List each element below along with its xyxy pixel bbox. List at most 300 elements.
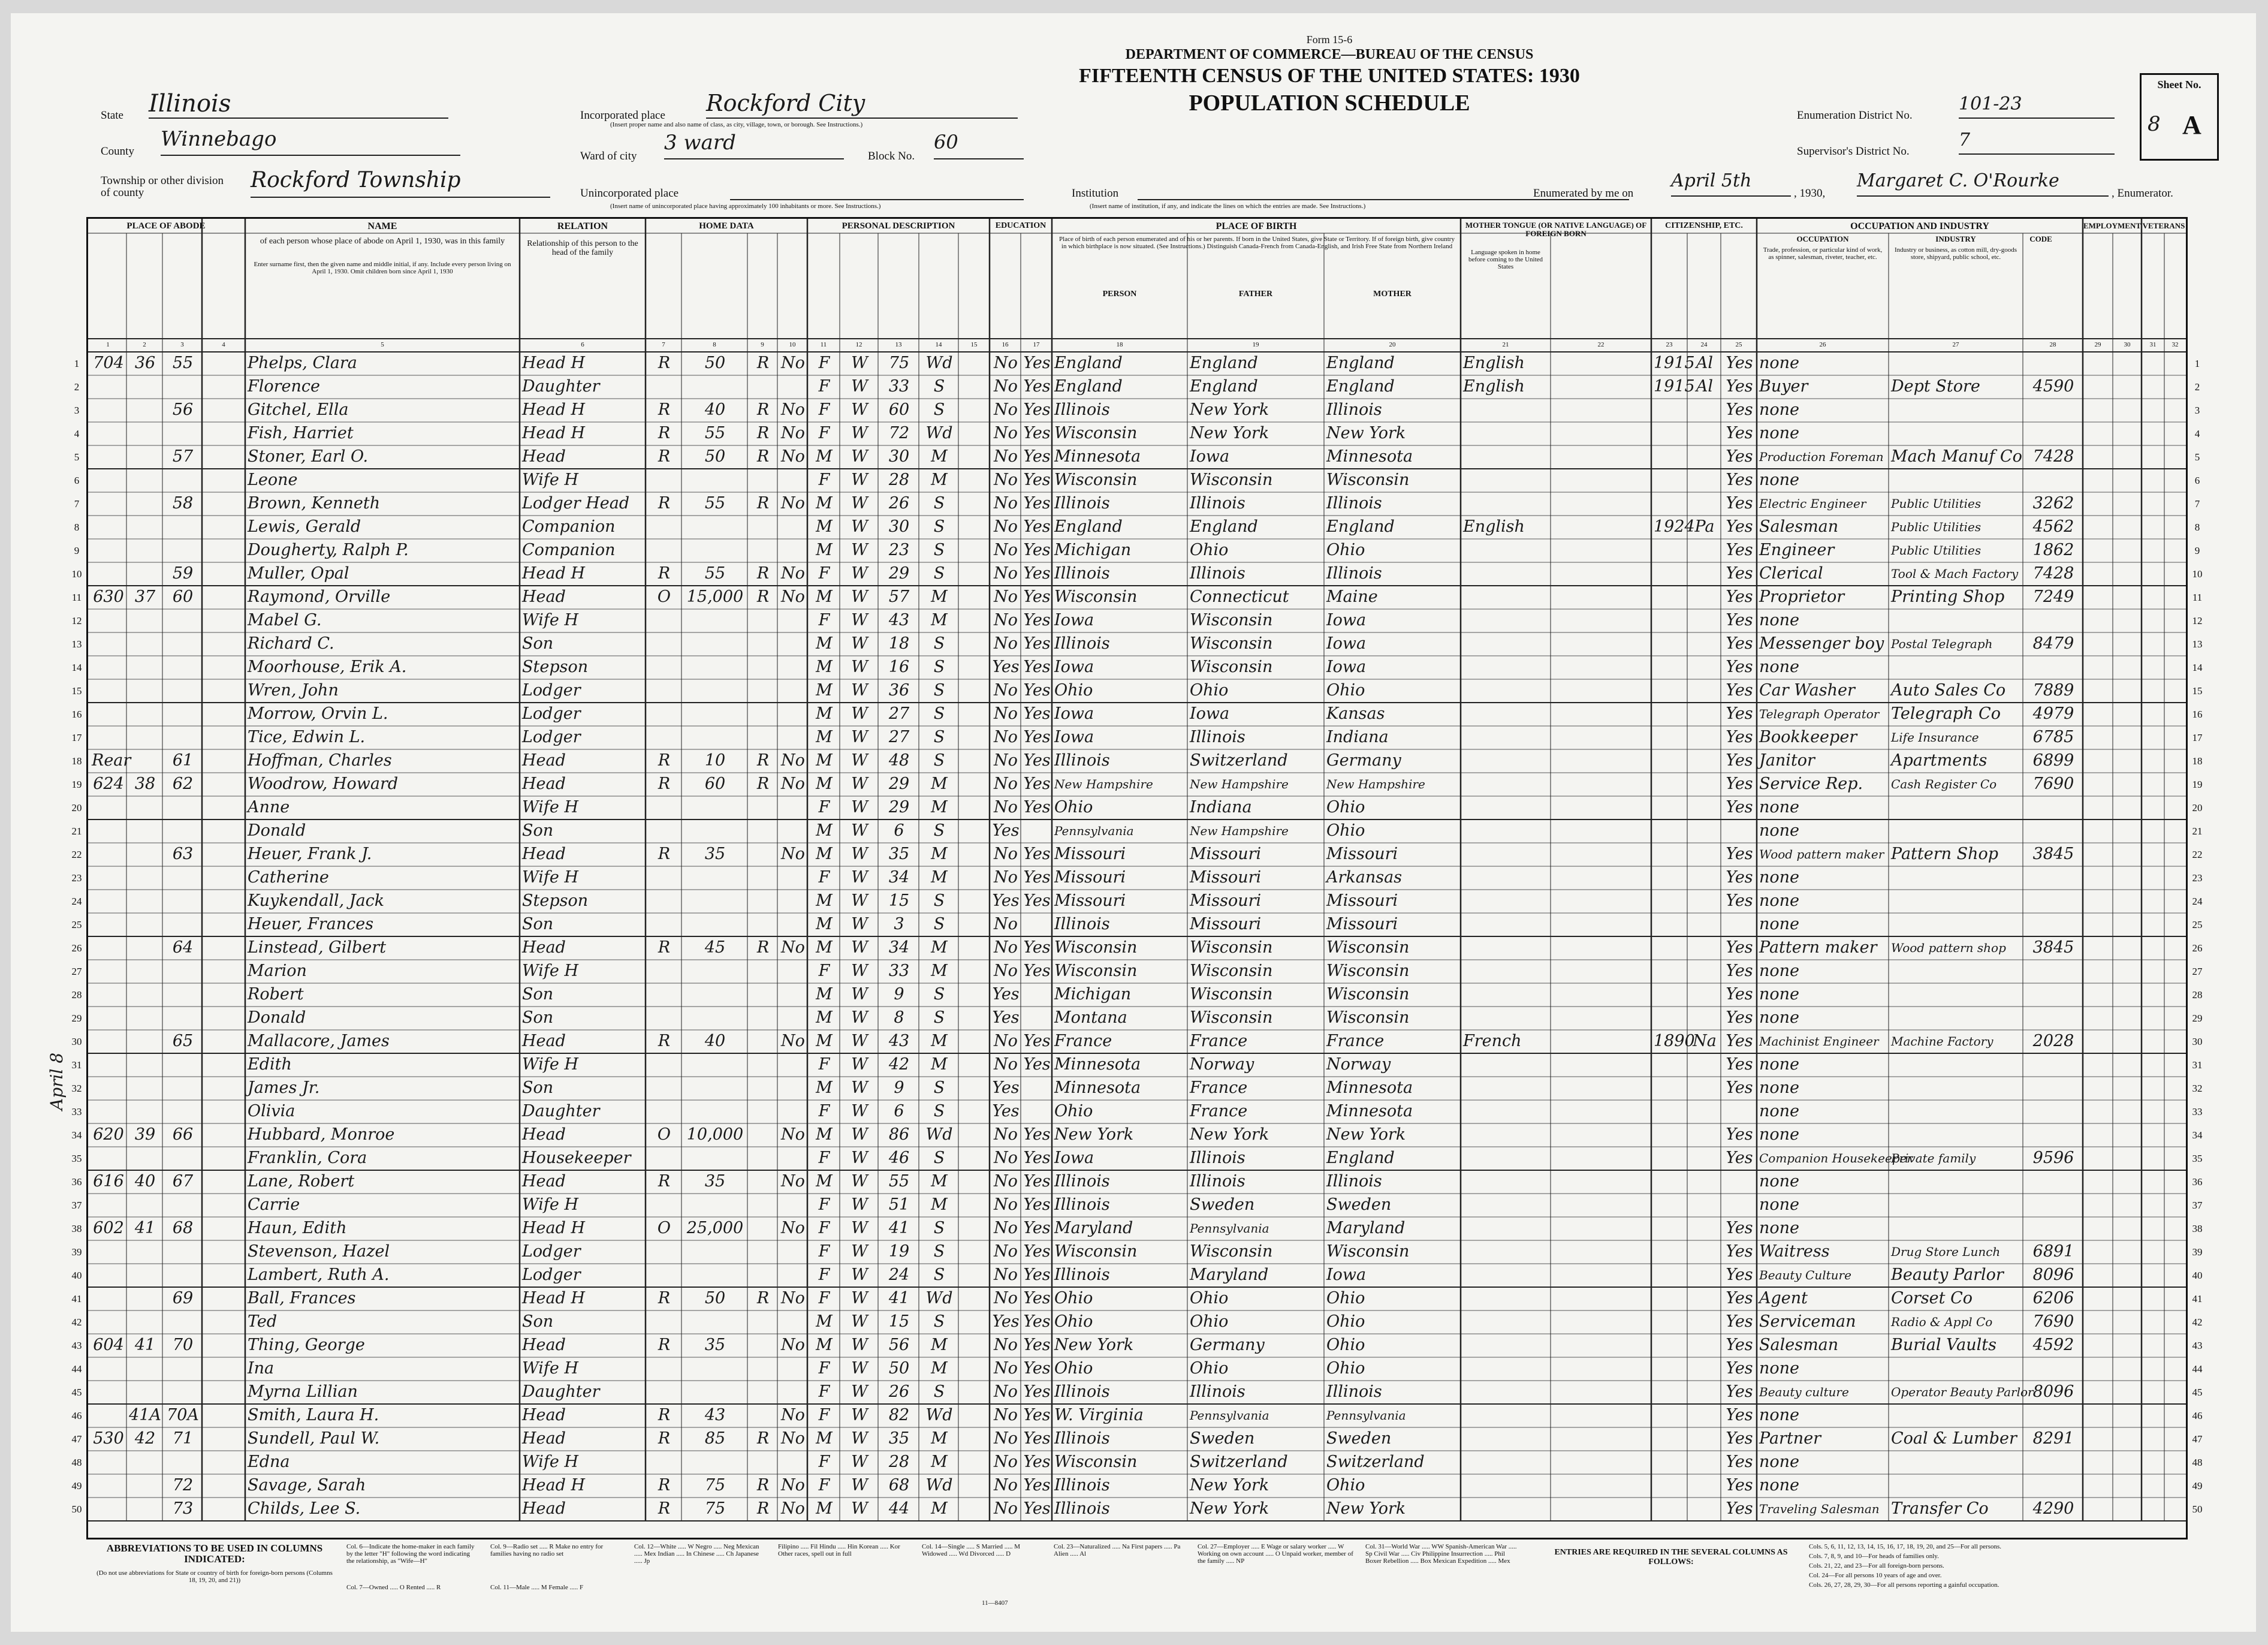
- cell-mar: S: [933, 704, 945, 723]
- abbrev-col23: Col. 23—Naturalized ..... Na First papers ..... Pa Alien ..... Al: [1054, 1543, 1181, 1557]
- cell-rel: Daughter: [522, 377, 600, 396]
- cell-age: 29: [888, 564, 910, 583]
- entries-3: Cols. 21, 22, and 23—For all foreign-born persons.: [1809, 1562, 1944, 1569]
- cell-ind: Auto Sales Co: [1891, 681, 2006, 700]
- cell-mpob: Wisconsin: [1326, 985, 1410, 1004]
- cell-name: Dougherty, Ralph P.: [248, 541, 409, 559]
- line-number: 5: [74, 451, 80, 463]
- cell-race: W: [851, 1078, 868, 1097]
- cell-street: 602: [93, 1219, 124, 1237]
- birth-description: Place of birth of each person enumerated and of his or her parents. If born in the United States, give State or Territory. If of foreign birth, give country in which birthplace is now situated. (See Instructions.) Distinguish Canada-French from Canada-English, and Irish Free State from Northern Ireland: [1059, 236, 1455, 250]
- cell-pob: Wisconsin: [1054, 1453, 1138, 1471]
- cell-mar: S: [933, 541, 945, 559]
- cell-eng: Yes: [1726, 517, 1753, 536]
- line-number: 38: [71, 1223, 82, 1234]
- cell-pob: New York: [1054, 1125, 1134, 1144]
- cell-fpob: England: [1190, 517, 1258, 536]
- cell-age: 9: [894, 985, 904, 1004]
- column-number: 3: [180, 341, 184, 348]
- cell-fpob: Iowa: [1190, 447, 1230, 466]
- column-number: 6: [581, 341, 584, 348]
- cell-val: 55: [704, 424, 726, 442]
- cell-race: W: [851, 704, 868, 723]
- cell-radio: R: [756, 588, 770, 606]
- cell-mar: Wd: [925, 1406, 953, 1424]
- cell-pob: England: [1054, 377, 1123, 396]
- cell-rel: Head: [522, 447, 566, 466]
- cell-fpob: Illinois: [1190, 564, 1245, 583]
- cell-year: 1924: [1654, 517, 1695, 536]
- cell-code: 4290: [2032, 1499, 2074, 1518]
- cell-mar: S: [933, 1219, 945, 1237]
- ward-value: 3 ward: [664, 131, 844, 159]
- cell-fam: 71: [172, 1429, 194, 1448]
- cell-read: Yes: [1023, 634, 1051, 653]
- cell-mar: S: [933, 494, 945, 513]
- line-number: 45: [2192, 1387, 2203, 1398]
- cell-own: O: [657, 1219, 671, 1237]
- cell-sex: F: [818, 471, 830, 489]
- cell-occ: none: [1759, 1008, 1800, 1027]
- cell-mpob: Maryland: [1326, 1219, 1406, 1237]
- cell-name: Stoner, Earl O.: [248, 447, 369, 466]
- cell-read: Yes: [1023, 1336, 1051, 1354]
- line-number: 6: [2194, 475, 2200, 486]
- cell-age: 36: [888, 681, 910, 700]
- cell-occ: none: [1759, 891, 1800, 910]
- cell-val: 50: [704, 447, 726, 466]
- cell-code: 7690: [2032, 775, 2074, 793]
- cell-age: 51: [888, 1195, 910, 1214]
- form-number: Form 15-6: [1306, 34, 1353, 46]
- cell-sex: M: [816, 634, 833, 653]
- cell-mpob: Missouri: [1326, 891, 1398, 910]
- cell-fpob: Germany: [1190, 1336, 1265, 1354]
- cell-name: Tice, Edwin L.: [248, 728, 366, 746]
- cell-rel: Wife H: [522, 611, 579, 629]
- cell-pob: Illinois: [1054, 751, 1110, 770]
- column-number: 17: [1033, 341, 1040, 348]
- cell-radio: R: [756, 1499, 770, 1518]
- incorporated-note: (Insert proper name and also name of class, as city, village, town, or borough. See Instructions.): [610, 121, 863, 128]
- unincorporated-note: (Insert name of unincorporated place having approximately 100 inhabitants or more. See Instructions.): [610, 203, 881, 210]
- cell-fpob: England: [1190, 377, 1258, 396]
- cell-pob: Wisconsin: [1054, 471, 1138, 489]
- cell-fpob: Sweden: [1190, 1195, 1255, 1214]
- line-number: 9: [2194, 545, 2200, 556]
- cell-occ: Janitor: [1759, 751, 1815, 770]
- cell-mpob: Iowa: [1326, 611, 1367, 629]
- cell-eng: Yes: [1726, 634, 1753, 653]
- cell-eng: Yes: [1726, 564, 1753, 583]
- cell-pob: Missouri: [1054, 891, 1126, 910]
- cell-val: 50: [704, 354, 726, 372]
- cell-pob: Iowa: [1054, 728, 1094, 746]
- cell-mpob: Ohio: [1326, 1312, 1365, 1331]
- cell-mpob: Switzerland: [1326, 1453, 1425, 1471]
- cell-occ: none: [1759, 1359, 1800, 1378]
- column-number: 27: [1952, 341, 1959, 348]
- cell-age: 24: [888, 1266, 910, 1284]
- cell-val: 35: [704, 1172, 726, 1191]
- cell-lang: French: [1463, 1032, 1522, 1050]
- cell-sch: No: [994, 845, 1018, 863]
- line-number: 26: [71, 942, 82, 954]
- cell-fpob: Norway: [1190, 1055, 1254, 1074]
- cell-name: Catherine: [248, 868, 329, 887]
- cell-eng: Yes: [1726, 424, 1753, 442]
- cell-name: Franklin, Cora: [248, 1149, 367, 1167]
- line-number: 42: [2192, 1316, 2203, 1328]
- line-number: 45: [71, 1387, 82, 1398]
- cell-occ: Engineer: [1759, 541, 1835, 559]
- county-label: County: [101, 145, 134, 158]
- cell-fam: 55: [172, 354, 194, 372]
- column-number: 5: [381, 341, 384, 348]
- column-number: 14: [935, 341, 942, 348]
- cell-name: Phelps, Clara: [248, 354, 357, 372]
- cell-name: Lambert, Ruth A.: [248, 1266, 390, 1284]
- cell-pob: Illinois: [1054, 1429, 1110, 1448]
- cell-mpob: Wisconsin: [1326, 962, 1410, 980]
- cell-radio: R: [756, 1429, 770, 1448]
- cell-sch: No: [994, 728, 1018, 746]
- cell-fpob: Sweden: [1190, 1429, 1255, 1448]
- cell-mar: M: [931, 611, 948, 629]
- cell-sex: M: [816, 915, 833, 933]
- cell-eng: Yes: [1726, 1382, 1753, 1401]
- line-number: 12: [71, 615, 82, 626]
- cell-eng: Yes: [1726, 775, 1753, 793]
- cell-mpob: Minnesota: [1326, 1078, 1413, 1097]
- cell-race: W: [851, 1102, 868, 1120]
- cell-read: Yes: [1023, 377, 1051, 396]
- line-number: 33: [71, 1106, 82, 1117]
- cell-radio: R: [756, 400, 770, 419]
- cell-rel: Head: [522, 1336, 566, 1354]
- cell-eng: Yes: [1726, 868, 1753, 887]
- cell-rel: Lodger: [522, 681, 581, 700]
- cell-age: 68: [888, 1476, 910, 1495]
- column-number: 26: [1819, 341, 1826, 348]
- cell-sch: No: [994, 447, 1018, 466]
- cell-code: 6206: [2032, 1289, 2074, 1307]
- cell-sch: No: [994, 751, 1018, 770]
- cell-mpob: Kansas: [1326, 704, 1385, 723]
- cell-sch: No: [994, 564, 1018, 583]
- cell-code: 8096: [2032, 1266, 2074, 1284]
- cell-occ: none: [1759, 915, 1800, 933]
- cell-age: 6: [894, 821, 904, 840]
- cell-fpob: Switzerland: [1190, 1453, 1288, 1471]
- line-number: 34: [71, 1129, 82, 1141]
- cell-pob: Ohio: [1054, 1289, 1093, 1307]
- ed-value: 101-23: [1959, 94, 2115, 119]
- cell-name: Stevenson, Hazel: [248, 1242, 390, 1261]
- cell-mar: M: [931, 1032, 948, 1050]
- abbrev-col27: Col. 27—Employer ..... E Wage or salary worker ..... W Working on own account ..... O Unpaid worker, member of the family ..... NP: [1198, 1543, 1353, 1565]
- line-number: 15: [2192, 685, 2203, 697]
- cell-sch: No: [994, 1032, 1018, 1050]
- cell-farm: No: [781, 1499, 805, 1518]
- cell-read: Yes: [1023, 1476, 1051, 1495]
- cell-read: Yes: [1023, 1429, 1051, 1448]
- line-number: 36: [71, 1176, 82, 1188]
- cell-race: W: [851, 821, 868, 840]
- sheet-number-box: [2140, 73, 2219, 161]
- cell-name: Hoffman, Charles: [248, 751, 392, 770]
- cell-pob: Montana: [1054, 1008, 1127, 1027]
- line-number: 22: [71, 849, 82, 860]
- cell-val: 45: [704, 938, 726, 957]
- cell-mpob: Iowa: [1326, 658, 1367, 676]
- cell-sch: No: [994, 1172, 1018, 1191]
- line-number: 8: [74, 522, 80, 533]
- cell-read: Yes: [1023, 775, 1051, 793]
- line-number: 48: [71, 1457, 82, 1468]
- abbrev-col6: Col. 6—Indicate the home-maker in each family by the letter "H" following the word indicating the relationship, as "Wife—H": [346, 1543, 475, 1565]
- cell-sex: F: [818, 962, 830, 980]
- cell-age: 41: [888, 1289, 910, 1307]
- abbrev-col12b: Filipino ..... Fil Hindu ..... Hin Korean ..... Kor Other races, spell out in full: [778, 1543, 900, 1557]
- cell-race: W: [851, 1336, 868, 1354]
- cell-pob: Illinois: [1054, 915, 1110, 933]
- cell-ind: Transfer Co: [1891, 1499, 1989, 1518]
- cell-own: R: [658, 1429, 671, 1448]
- line-number: 40: [2192, 1270, 2203, 1281]
- cell-pob: Illinois: [1054, 564, 1110, 583]
- column-number: 8: [713, 341, 716, 348]
- line-number: 50: [71, 1504, 82, 1515]
- cell-occ: Telegraph Operator: [1759, 707, 1880, 721]
- sheet-no: 8: [2148, 112, 2161, 136]
- group-veterans: VETERANS: [2142, 221, 2185, 230]
- cell-code: 2028: [2032, 1032, 2074, 1050]
- cell-name: Anne: [248, 798, 290, 817]
- ed-label: Enumeration District No.: [1797, 109, 1913, 122]
- cell-own: R: [658, 1336, 671, 1354]
- entries-title: ENTRIES ARE REQUIRED IN THE SEVERAL COLUMNS AS FOLLOWS:: [1554, 1548, 1788, 1566]
- cell-fam: 72: [172, 1476, 194, 1495]
- group-abode: PLACE OF ABODE: [126, 221, 206, 231]
- line-number: 4: [74, 428, 80, 439]
- cell-race: W: [851, 1289, 868, 1307]
- group-birth: PLACE OF BIRTH: [1216, 221, 1297, 231]
- cell-race: W: [851, 541, 868, 559]
- cell-eng: Yes: [1726, 1312, 1753, 1331]
- cell-code: 7428: [2032, 564, 2074, 583]
- cell-sex: M: [816, 658, 833, 676]
- cell-eng: Yes: [1726, 938, 1753, 957]
- cell-eng: Yes: [1726, 611, 1753, 629]
- cell-ind: Machine Factory: [1891, 1034, 1993, 1049]
- cell-street: 630: [93, 588, 124, 606]
- cell-sex: F: [818, 1055, 830, 1074]
- cell-ind: Life Insurance: [1891, 730, 1979, 745]
- column-number: 4: [222, 341, 225, 348]
- cell-fpob: Ohio: [1190, 1289, 1229, 1307]
- cell-street: 616: [93, 1172, 124, 1191]
- cell-sex: F: [818, 424, 830, 442]
- cell-own: R: [658, 400, 671, 419]
- cell-occ: Beauty Culture: [1759, 1268, 1851, 1282]
- column-number: 19: [1252, 341, 1259, 348]
- cell-rel: Head: [522, 1172, 566, 1191]
- cell-mpob: Minnesota: [1326, 447, 1413, 466]
- cell-sex: F: [818, 1382, 830, 1401]
- cell-eng: Yes: [1726, 681, 1753, 700]
- cell-read: Yes: [1023, 681, 1051, 700]
- cell-name: Robert: [248, 985, 304, 1004]
- cell-eng: Yes: [1726, 704, 1753, 723]
- column-number: 9: [761, 341, 764, 348]
- cell-read: Yes: [1023, 1149, 1051, 1167]
- cell-age: 3: [894, 915, 904, 933]
- cell-sch: No: [994, 400, 1018, 419]
- cell-age: 35: [888, 845, 910, 863]
- cell-eng: Yes: [1726, 845, 1753, 863]
- cell-sch: No: [994, 588, 1018, 606]
- cell-sch: No: [994, 775, 1018, 793]
- cell-farm: No: [781, 1476, 805, 1495]
- cell-mpob: Missouri: [1326, 845, 1398, 863]
- cell-sch: No: [994, 1336, 1018, 1354]
- incorporated-label: Incorporated place: [580, 109, 665, 122]
- column-number: 25: [1735, 341, 1742, 348]
- cell-age: 44: [888, 1499, 910, 1518]
- cell-pob: Ohio: [1054, 1102, 1093, 1120]
- cell-pob: Illinois: [1054, 1476, 1110, 1495]
- line-number: 23: [71, 872, 82, 884]
- line-number: 7: [2194, 498, 2200, 510]
- cell-mpob: New Hampshire: [1326, 777, 1425, 791]
- cell-street: 624: [93, 775, 124, 793]
- cell-farm: No: [781, 400, 805, 419]
- cell-own: R: [658, 751, 671, 770]
- cell-race: W: [851, 1149, 868, 1167]
- cell-mar: M: [931, 1172, 948, 1191]
- cell-own: R: [658, 447, 671, 466]
- cell-age: 29: [888, 798, 910, 817]
- enumerated-date: April 5th: [1671, 170, 1791, 197]
- cell-eng: Yes: [1726, 985, 1753, 1004]
- cell-dwell: 38: [134, 775, 156, 793]
- cell-name: Ina: [248, 1359, 275, 1378]
- line-number: 29: [2192, 1013, 2203, 1024]
- block-label: Block No.: [868, 150, 915, 162]
- cell-race: W: [851, 798, 868, 817]
- cell-sex: M: [816, 1078, 833, 1097]
- cell-pob: Illinois: [1054, 1172, 1110, 1191]
- cell-sch: No: [994, 1453, 1018, 1471]
- cell-read: Yes: [1023, 471, 1051, 489]
- cell-sex: M: [816, 1172, 833, 1191]
- line-number: 43: [71, 1340, 82, 1351]
- cell-sex: M: [816, 541, 833, 559]
- cell-read: Yes: [1023, 751, 1051, 770]
- cell-farm: No: [781, 447, 805, 466]
- cell-sex: M: [816, 821, 833, 840]
- cell-eng: Yes: [1726, 1453, 1753, 1471]
- cell-sex: M: [816, 494, 833, 513]
- cell-read: Yes: [1023, 1382, 1051, 1401]
- cell-age: 23: [888, 541, 910, 559]
- abbrev-col11: Col. 11—Male ..... M Female ..... F: [490, 1584, 584, 1591]
- line-number: 31: [71, 1059, 82, 1071]
- cell-name: Florence: [248, 377, 320, 396]
- cell-read: Yes: [1023, 517, 1051, 536]
- cell-race: W: [851, 1125, 868, 1144]
- cell-occ: none: [1759, 1102, 1800, 1120]
- cell-pob: Illinois: [1054, 1195, 1110, 1214]
- cell-fpob: New York: [1190, 1476, 1269, 1495]
- line-number: 26: [2192, 942, 2203, 954]
- cell-radio: R: [756, 424, 770, 442]
- cell-name: Mabel G.: [248, 611, 322, 629]
- cell-fpob: Ohio: [1190, 1359, 1229, 1378]
- line-number: 19: [71, 779, 82, 790]
- cell-rel: Wife H: [522, 471, 579, 489]
- cell-own: R: [658, 1406, 671, 1424]
- ward-label: Ward of city: [580, 150, 637, 162]
- cell-race: W: [851, 588, 868, 606]
- line-number: 21: [71, 825, 82, 837]
- cell-street: 530: [93, 1429, 124, 1448]
- cell-rel: Son: [522, 1078, 554, 1097]
- cell-mpob: Ohio: [1326, 1359, 1365, 1378]
- cell-age: 35: [888, 1429, 910, 1448]
- entries-2: Cols. 7, 8, 9, and 10—For heads of families only.: [1809, 1553, 1939, 1560]
- cell-name: Thing, George: [248, 1336, 365, 1354]
- cell-race: W: [851, 564, 868, 583]
- township-value: Rockford Township: [251, 168, 550, 198]
- cell-fpob: France: [1190, 1102, 1248, 1120]
- cell-code: 4979: [2032, 704, 2074, 723]
- cell-ind: Postal Telegraph: [1891, 637, 1993, 651]
- cell-mpob: France: [1326, 1032, 1385, 1050]
- cell-rel: Lodger: [522, 704, 581, 723]
- state-label: State: [101, 109, 123, 122]
- cell-fpob: France: [1190, 1078, 1248, 1097]
- cell-race: W: [851, 1476, 868, 1495]
- line-number: 16: [71, 709, 82, 720]
- cell-name: James Jr.: [248, 1078, 320, 1097]
- cell-pob: Wisconsin: [1054, 962, 1138, 980]
- cell-dwell: 40: [134, 1172, 156, 1191]
- cell-eng: Yes: [1726, 962, 1753, 980]
- cell-pob: Wisconsin: [1054, 588, 1138, 606]
- cell-mpob: Ohio: [1326, 1289, 1365, 1307]
- cell-age: 27: [888, 728, 910, 746]
- abbreviations-note: (Do not use abbreviations for State or country of birth for foreign-born persons (Columns 18, 19, 20, and 21)): [96, 1569, 333, 1584]
- supervisor-label: Supervisor's District No.: [1797, 145, 1910, 158]
- cell-mar: M: [931, 588, 948, 606]
- cell-pob: Illinois: [1054, 1499, 1110, 1518]
- cell-mar: S: [933, 1382, 945, 1401]
- cell-sex: M: [816, 1032, 833, 1050]
- cell-own: O: [657, 1125, 671, 1144]
- cell-rel: Head: [522, 1406, 566, 1424]
- line-number: 24: [2192, 896, 2203, 907]
- cell-sch: No: [994, 424, 1018, 442]
- cell-pob: Pennsylvania: [1054, 824, 1134, 838]
- line-number: 3: [74, 405, 80, 416]
- cell-name: Lewis, Gerald: [248, 517, 361, 536]
- cell-ind: Drug Store Lunch: [1891, 1245, 2001, 1259]
- cell-pob: New Hampshire: [1054, 777, 1153, 791]
- cell-sch: No: [994, 1429, 1018, 1448]
- cell-sch: No: [994, 1382, 1018, 1401]
